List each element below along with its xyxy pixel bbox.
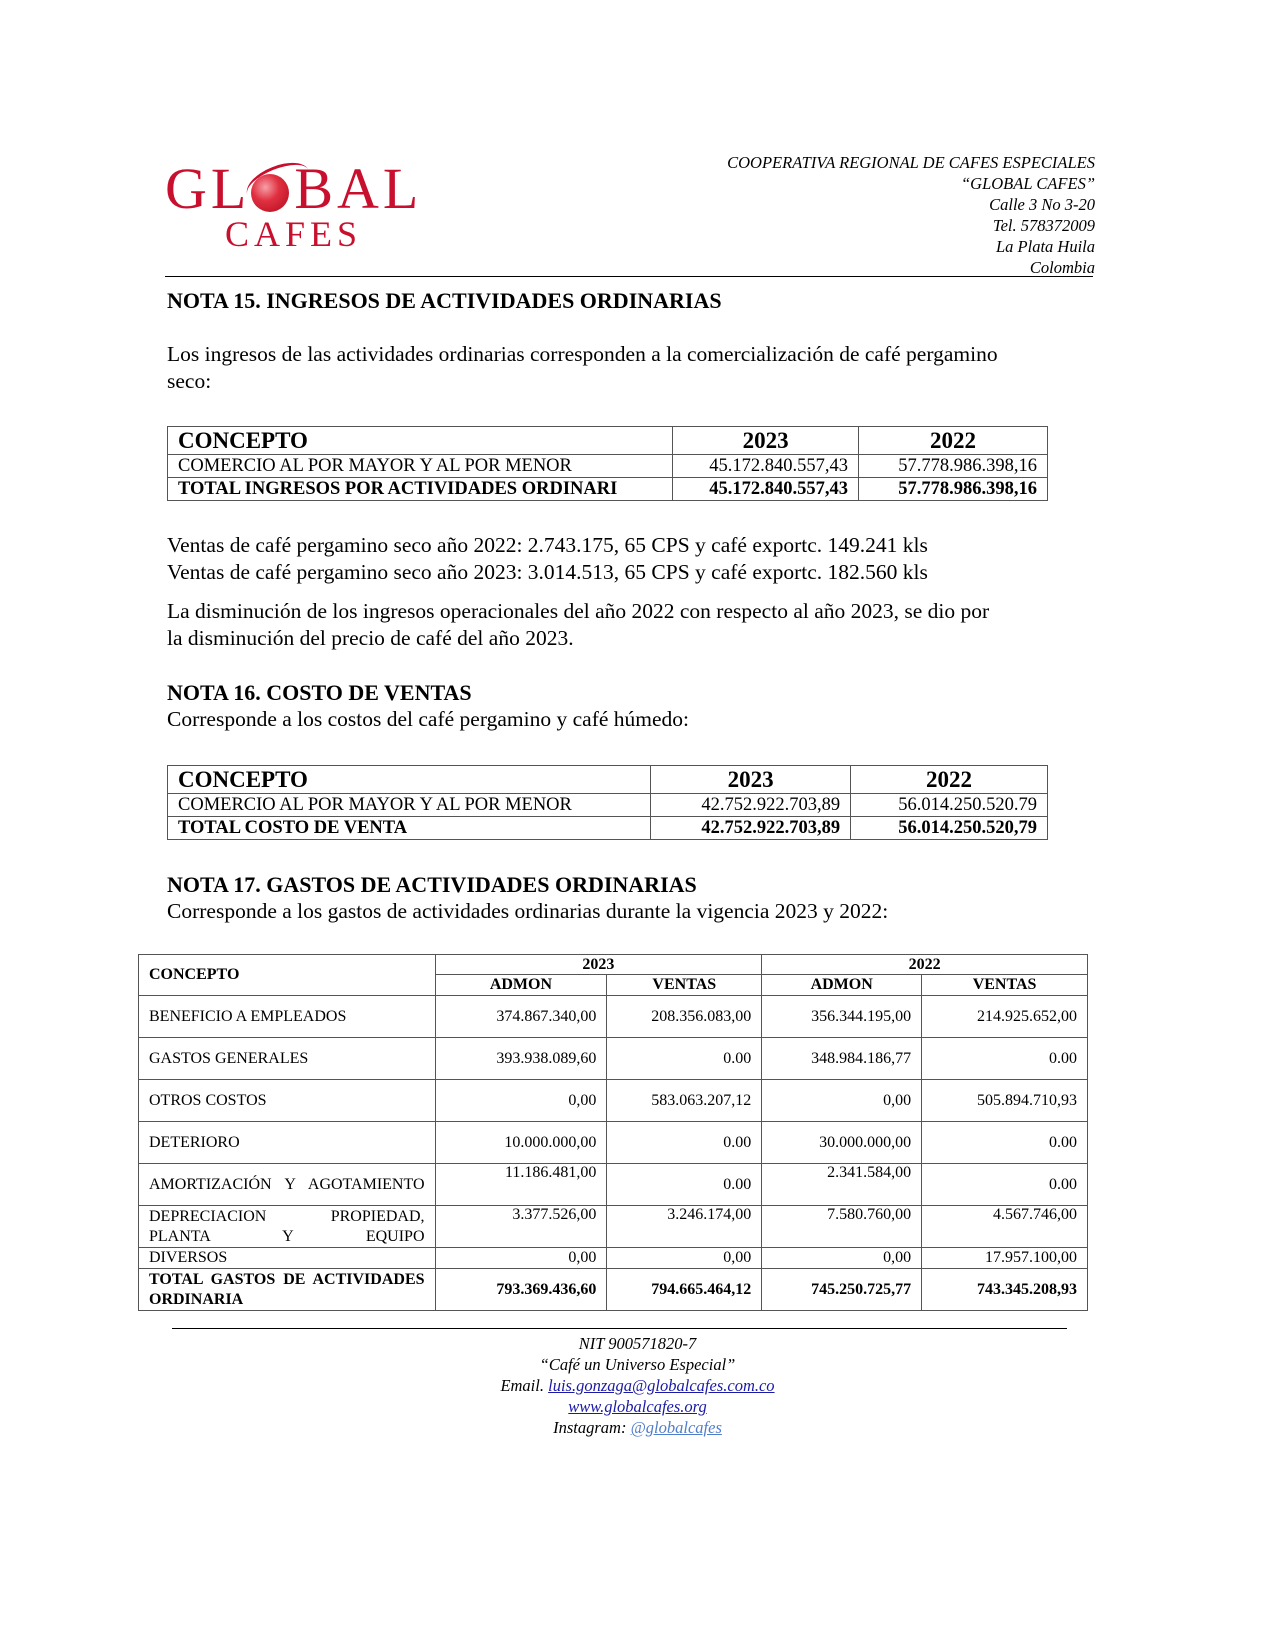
row-concept: DETERIORO [139,1122,436,1164]
table-row [168,455,1048,478]
row-admon-2022: 0,00 [762,1080,922,1122]
row-value-2022: 56.014.250.520.79 [851,794,1048,817]
row-concept: DEPRECIACION PROPIEDAD, PLANTA Y EQUIPO [139,1206,436,1248]
row-ventas-2022: 214.925.652,00 [922,996,1088,1038]
row-admon-2023: 3.377.526,00 [435,1206,607,1248]
header-concepto: CONCEPTO [168,427,673,455]
address-line: COOPERATIVA REGIONAL DE CAFES ESPECIALES [727,153,1095,172]
address-line: “GLOBAL CAFES” [960,174,1095,193]
table-header-row [168,427,1048,455]
logo-wordmark: GL BAL [165,156,423,221]
header-2023: 2023 [673,427,859,455]
row-concept: COMERCIO AL POR MAYOR Y AL POR MENOR [168,455,673,478]
nota15-intro-line2: seco: [167,369,212,393]
footer-email-line [0,1375,1275,1396]
nota16-table [167,765,1048,840]
row-admon-2023: 10.000.000,00 [435,1122,607,1164]
row-ventas-2023: 208.356.083,00 [607,996,762,1038]
total-2022: 57.778.986.398,16 [859,478,1048,501]
row-ventas-2023: 0.00 [607,1164,762,1206]
total-concept: TOTAL GASTOS DE ACTIVIDADES ORDINARIA [139,1269,436,1311]
row-value-2022: 57.778.986.398,16 [859,455,1048,478]
row-admon-2023: 0,00 [435,1080,607,1122]
row-value-2023: 45.172.840.557,43 [673,455,859,478]
company-address [727,152,1095,278]
table-row [139,1038,1088,1080]
row-concept: GASTOS GENERALES [139,1038,436,1080]
table-row [139,1248,1088,1269]
page-footer [0,1333,1275,1438]
header-divider [165,276,1093,277]
row-concept: OTROS COSTOS [139,1080,436,1122]
subheader-admon-2023: ADMON [435,975,607,996]
row-ventas-2023: 0.00 [607,1122,762,1164]
nota15-note-line1: La disminución de los ingresos operacionales del año 2022 con respecto al año 2023, se dio por [167,599,990,623]
header-year-2023: 2023 [435,955,762,975]
table-row [139,1206,1088,1248]
table-row [139,996,1088,1038]
table-header-row [139,955,1088,975]
row-admon-2022: 30.000.000,00 [762,1122,922,1164]
row-admon-2023: 374.867.340,00 [435,996,607,1038]
row-admon-2023: 0,00 [435,1248,607,1269]
table-total-row [139,1269,1088,1311]
row-admon-2022: 348.984.186,77 [762,1038,922,1080]
nota15-table [167,426,1048,501]
row-admon-2022: 356.344.195,00 [762,996,922,1038]
table-total-row [168,478,1048,501]
website-link[interactable]: www.globalcafes.org [568,1397,707,1416]
row-ventas-2023: 3.246.174,00 [607,1206,762,1248]
row-ventas-2022: 4.567.746,00 [922,1206,1088,1248]
row-value-2023: 42.752.922.703,89 [651,794,851,817]
nota17-intro: Corresponde a los gastos de actividades ordinarias durante la vigencia 2023 y 2022: [167,899,889,923]
total-2023: 45.172.840.557,43 [673,478,859,501]
row-ventas-2023: 0.00 [607,1038,762,1080]
table-row [139,1122,1088,1164]
logo-subword: CAFES [225,214,363,254]
row-admon-2023: 393.938.089,60 [435,1038,607,1080]
ventas-2022-text: Ventas de café pergamino seco año 2022: 2.743.175, 65 CPS y café exportc. 149.241 kls [167,533,928,557]
total-concept: TOTAL INGRESOS POR ACTIVIDADES ORDINARI [168,478,673,501]
row-ventas-2022: 0.00 [922,1164,1088,1206]
header-2022: 2022 [851,766,1048,794]
subheader-ventas-2023: VENTAS [607,975,762,996]
subheader-admon-2022: ADMON [762,975,922,996]
ventas-2023-text: Ventas de café pergamino seco año 2023: 3.014.513, 65 CPS y café exportc. 182.560 kls [167,560,928,584]
instagram-link[interactable]: @globalcafes [630,1418,722,1437]
nota17-table [138,954,1088,1311]
row-admon-2023: 11.186.481,00 [435,1164,607,1206]
footer-slogan: “Café un Universo Especial” [539,1355,736,1374]
header-concepto: CONCEPTO [168,766,651,794]
nota17-title: NOTA 17. GASTOS DE ACTIVIDADES ORDINARIAS [167,872,697,897]
total-2022: 56.014.250.520,79 [851,817,1048,840]
row-admon-2022: 7.580.760,00 [762,1206,922,1248]
address-line: Colombia [1029,258,1095,277]
row-admon-2022: 0,00 [762,1248,922,1269]
row-ventas-2022: 0.00 [922,1122,1088,1164]
row-concept: COMERCIO AL POR MAYOR Y AL POR MENOR [168,794,651,817]
table-header-row [168,766,1048,794]
row-concept: DIVERSOS [139,1248,436,1269]
table-row [139,1080,1088,1122]
address-line: La Plata Huila [995,237,1095,256]
total-2023: 42.752.922.703,89 [651,817,851,840]
total-concept: TOTAL COSTO DE VENTA [168,817,651,840]
header-year-2022: 2022 [762,955,1088,975]
instagram-label: Instagram: [553,1418,631,1437]
row-concept: BENEFICIO A EMPLEADOS [139,996,436,1038]
row-concept: AMORTIZACIÓN Y AGOTAMIENTO [139,1164,436,1206]
table-total-row [168,817,1048,840]
row-ventas-2022: 505.894.710,93 [922,1080,1088,1122]
header-2022: 2022 [859,427,1048,455]
address-line: Tel. 578372009 [992,216,1095,235]
header-2023: 2023 [651,766,851,794]
nota15-note-line2: la disminución del precio de café del año 2023. [167,626,574,650]
row-admon-2022: 2.341.584,00 [762,1164,922,1206]
table-row [168,794,1048,817]
nota15-intro-line1: Los ingresos de las actividades ordinarias corresponden a la comercialización de café pergamino [167,342,998,366]
total-ventas-2023: 794.665.464,12 [607,1269,762,1311]
row-ventas-2022: 0.00 [922,1038,1088,1080]
nota16-intro: Corresponde a los costos del café pergamino y café húmedo: [167,707,690,731]
row-ventas-2023: 0,00 [607,1248,762,1269]
footer-divider [172,1328,1067,1329]
footer-website-line [0,1396,1275,1417]
nota16-title: NOTA 16. COSTO DE VENTAS [167,680,472,705]
address-line: Calle 3 No 3-20 [989,195,1095,214]
table-row [139,1164,1088,1206]
email-label: Email. [500,1376,549,1395]
total-ventas-2022: 743.345.208,93 [922,1269,1088,1311]
footer-nit: NIT 900571820-7 [578,1334,697,1353]
subheader-ventas-2022: VENTAS [922,975,1088,996]
nota15-title: NOTA 15. INGRESOS DE ACTIVIDADES ORDINARIAS [167,288,722,313]
row-ventas-2023: 583.063.207,12 [607,1080,762,1122]
email-link[interactable]: luis.gonzaga@globalcafes.com.co [548,1376,775,1395]
total-admon-2022: 745.250.725,77 [762,1269,922,1311]
total-admon-2023: 793.369.436,60 [435,1269,607,1311]
footer-instagram-line [0,1417,1275,1438]
header-concepto: CONCEPTO [139,955,436,996]
row-ventas-2022: 17.957.100,00 [922,1248,1088,1269]
global-cafes-logo [165,156,423,260]
